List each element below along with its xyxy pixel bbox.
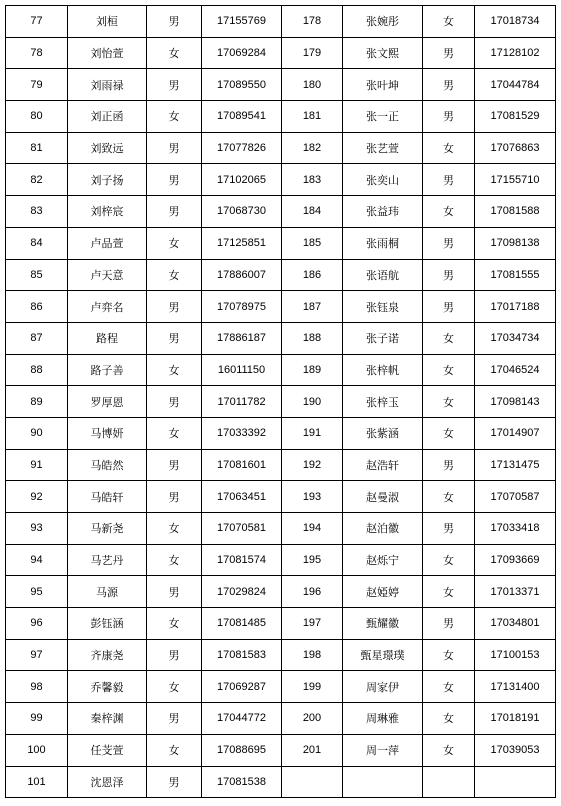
right-student-gender-cell: 男 xyxy=(423,259,475,291)
right-row-number-cell: 179 xyxy=(282,37,343,69)
right-student-id-cell: 17046524 xyxy=(475,354,556,386)
right-student-gender-cell: 女 xyxy=(423,703,475,735)
left-student-gender-cell: 女 xyxy=(147,544,202,576)
left-student-name-cell: 刘致远 xyxy=(68,132,147,164)
right-student-id-cell: 17076863 xyxy=(475,132,556,164)
right-student-name-cell: 张文熙 xyxy=(343,37,423,69)
left-student-gender-cell: 女 xyxy=(147,734,202,766)
right-row-number-cell: 196 xyxy=(282,576,343,608)
table-row xyxy=(6,417,556,449)
table-row xyxy=(6,227,556,259)
left-student-id-cell: 17081601 xyxy=(202,449,282,481)
left-student-id-cell: 17081485 xyxy=(202,608,282,640)
left-row-number-cell: 93 xyxy=(6,513,68,545)
right-student-id-cell: 17013371 xyxy=(475,576,556,608)
right-student-id-cell: 17098143 xyxy=(475,386,556,418)
table-row xyxy=(6,766,556,798)
right-student-gender-cell: 女 xyxy=(423,481,475,513)
left-student-id-cell: 17089550 xyxy=(202,69,282,101)
left-student-name-cell: 路子善 xyxy=(68,354,147,386)
left-student-id-cell: 17068730 xyxy=(202,196,282,228)
right-student-id-cell xyxy=(475,766,556,798)
table-row xyxy=(6,132,556,164)
left-student-id-cell: 17078975 xyxy=(202,291,282,323)
left-student-name-cell: 卢天意 xyxy=(68,259,147,291)
left-student-name-cell: 刘怡萱 xyxy=(68,37,147,69)
left-student-id-cell: 17155769 xyxy=(202,6,282,38)
left-row-number-cell: 77 xyxy=(6,6,68,38)
left-row-number-cell: 84 xyxy=(6,227,68,259)
table-row xyxy=(6,354,556,386)
right-row-number-cell: 178 xyxy=(282,6,343,38)
right-student-id-cell: 17081555 xyxy=(475,259,556,291)
left-student-gender-cell: 男 xyxy=(147,69,202,101)
table-row xyxy=(6,386,556,418)
left-student-gender-cell: 男 xyxy=(147,132,202,164)
right-student-id-cell: 17018734 xyxy=(475,6,556,38)
right-student-gender-cell: 男 xyxy=(423,291,475,323)
right-row-number-cell: 187 xyxy=(282,291,343,323)
right-student-name-cell: 张婉彤 xyxy=(343,6,423,38)
table-row xyxy=(6,37,556,69)
right-row-number-cell: 198 xyxy=(282,639,343,671)
left-row-number-cell: 88 xyxy=(6,354,68,386)
table-row xyxy=(6,608,556,640)
right-student-id-cell: 17100153 xyxy=(475,639,556,671)
left-student-gender-cell: 男 xyxy=(147,481,202,513)
table-row xyxy=(6,481,556,513)
right-student-gender-cell: 女 xyxy=(423,132,475,164)
right-student-name-cell: 张叶坤 xyxy=(343,69,423,101)
right-student-name-cell: 张艺萱 xyxy=(343,132,423,164)
left-student-name-cell: 乔馨毅 xyxy=(68,671,147,703)
right-row-number-cell: 185 xyxy=(282,227,343,259)
left-student-gender-cell: 女 xyxy=(147,671,202,703)
left-student-gender-cell: 男 xyxy=(147,291,202,323)
left-row-number-cell: 80 xyxy=(6,101,68,133)
left-row-number-cell: 100 xyxy=(6,734,68,766)
right-student-name-cell xyxy=(343,766,423,798)
left-student-gender-cell: 男 xyxy=(147,6,202,38)
right-student-name-cell: 甄耀徽 xyxy=(343,608,423,640)
right-row-number-cell: 200 xyxy=(282,703,343,735)
left-student-id-cell: 17033392 xyxy=(202,417,282,449)
left-student-gender-cell: 男 xyxy=(147,576,202,608)
left-student-id-cell: 17077826 xyxy=(202,132,282,164)
right-row-number-cell: 199 xyxy=(282,671,343,703)
left-student-name-cell: 刘梓宸 xyxy=(68,196,147,228)
left-student-gender-cell: 男 xyxy=(147,766,202,798)
table-row xyxy=(6,671,556,703)
right-row-number-cell: 193 xyxy=(282,481,343,513)
right-student-id-cell: 17039053 xyxy=(475,734,556,766)
right-student-name-cell: 甄星璟璞 xyxy=(343,639,423,671)
left-row-number-cell: 79 xyxy=(6,69,68,101)
right-row-number-cell: 188 xyxy=(282,322,343,354)
right-row-number-cell: 183 xyxy=(282,164,343,196)
right-student-gender-cell: 男 xyxy=(423,449,475,481)
left-student-id-cell: 17011782 xyxy=(202,386,282,418)
right-student-name-cell: 周家伊 xyxy=(343,671,423,703)
table-row xyxy=(6,544,556,576)
left-student-name-cell: 马艺丹 xyxy=(68,544,147,576)
left-row-number-cell: 94 xyxy=(6,544,68,576)
right-student-gender-cell xyxy=(423,766,475,798)
right-student-id-cell: 17017188 xyxy=(475,291,556,323)
left-student-name-cell: 任芠萱 xyxy=(68,734,147,766)
table-row xyxy=(6,734,556,766)
right-student-id-cell: 17034801 xyxy=(475,608,556,640)
right-row-number-cell: 189 xyxy=(282,354,343,386)
left-row-number-cell: 78 xyxy=(6,37,68,69)
left-student-name-cell: 沈恩泽 xyxy=(68,766,147,798)
right-student-gender-cell: 女 xyxy=(423,417,475,449)
right-student-name-cell: 张益玮 xyxy=(343,196,423,228)
table-row xyxy=(6,101,556,133)
left-row-number-cell: 101 xyxy=(6,766,68,798)
right-row-number-cell: 197 xyxy=(282,608,343,640)
left-student-gender-cell: 女 xyxy=(147,37,202,69)
right-student-name-cell: 张奕山 xyxy=(343,164,423,196)
right-row-number-cell xyxy=(282,766,343,798)
left-student-name-cell: 刘雨禄 xyxy=(68,69,147,101)
right-student-name-cell: 张梓玉 xyxy=(343,386,423,418)
right-row-number-cell: 180 xyxy=(282,69,343,101)
right-student-name-cell: 张雨桐 xyxy=(343,227,423,259)
left-student-id-cell: 17081583 xyxy=(202,639,282,671)
left-student-id-cell: 17069287 xyxy=(202,671,282,703)
right-student-name-cell: 赵泊徽 xyxy=(343,513,423,545)
left-student-name-cell: 刘子扬 xyxy=(68,164,147,196)
left-student-name-cell: 刘桓 xyxy=(68,6,147,38)
right-student-id-cell: 17070587 xyxy=(475,481,556,513)
left-student-id-cell: 17044772 xyxy=(202,703,282,735)
table-row xyxy=(6,6,556,38)
left-student-id-cell: 16011150 xyxy=(202,354,282,386)
left-student-name-cell: 卢弈名 xyxy=(68,291,147,323)
left-student-id-cell: 17088695 xyxy=(202,734,282,766)
left-student-name-cell: 齐康尧 xyxy=(68,639,147,671)
right-student-gender-cell: 男 xyxy=(423,37,475,69)
left-student-id-cell: 17102065 xyxy=(202,164,282,196)
right-row-number-cell: 184 xyxy=(282,196,343,228)
left-student-gender-cell: 女 xyxy=(147,417,202,449)
right-student-gender-cell: 女 xyxy=(423,639,475,671)
left-student-name-cell: 马皓然 xyxy=(68,449,147,481)
right-student-name-cell: 赵婭婷 xyxy=(343,576,423,608)
roster-body xyxy=(6,6,556,798)
left-student-gender-cell: 男 xyxy=(147,386,202,418)
table-row xyxy=(6,164,556,196)
left-student-name-cell: 卢品萱 xyxy=(68,227,147,259)
right-student-gender-cell: 男 xyxy=(423,513,475,545)
right-student-gender-cell: 女 xyxy=(423,196,475,228)
right-student-name-cell: 张语航 xyxy=(343,259,423,291)
table-row xyxy=(6,259,556,291)
left-row-number-cell: 95 xyxy=(6,576,68,608)
left-student-gender-cell: 男 xyxy=(147,703,202,735)
right-row-number-cell: 186 xyxy=(282,259,343,291)
right-student-gender-cell: 女 xyxy=(423,671,475,703)
left-row-number-cell: 98 xyxy=(6,671,68,703)
left-row-number-cell: 91 xyxy=(6,449,68,481)
left-student-name-cell: 秦梓渊 xyxy=(68,703,147,735)
right-student-gender-cell: 男 xyxy=(423,69,475,101)
right-student-id-cell: 17018191 xyxy=(475,703,556,735)
right-student-id-cell: 17081529 xyxy=(475,101,556,133)
left-row-number-cell: 86 xyxy=(6,291,68,323)
left-student-id-cell: 17886187 xyxy=(202,322,282,354)
left-student-name-cell: 马皓轩 xyxy=(68,481,147,513)
right-student-id-cell: 17044784 xyxy=(475,69,556,101)
right-student-name-cell: 赵烁宁 xyxy=(343,544,423,576)
right-student-gender-cell: 女 xyxy=(423,576,475,608)
right-student-id-cell: 17098138 xyxy=(475,227,556,259)
left-row-number-cell: 99 xyxy=(6,703,68,735)
table-row xyxy=(6,322,556,354)
right-row-number-cell: 201 xyxy=(282,734,343,766)
left-student-gender-cell: 女 xyxy=(147,513,202,545)
left-student-name-cell: 马源 xyxy=(68,576,147,608)
left-row-number-cell: 85 xyxy=(6,259,68,291)
right-student-id-cell: 17131400 xyxy=(475,671,556,703)
right-student-gender-cell: 女 xyxy=(423,6,475,38)
right-student-gender-cell: 男 xyxy=(423,101,475,133)
left-student-id-cell: 17886007 xyxy=(202,259,282,291)
left-student-id-cell: 17125851 xyxy=(202,227,282,259)
right-student-name-cell: 周琳雅 xyxy=(343,703,423,735)
right-student-id-cell: 17034734 xyxy=(475,322,556,354)
left-row-number-cell: 92 xyxy=(6,481,68,513)
right-student-name-cell: 周一萍 xyxy=(343,734,423,766)
table-row xyxy=(6,703,556,735)
table-row xyxy=(6,639,556,671)
table-row xyxy=(6,69,556,101)
right-student-id-cell: 17093669 xyxy=(475,544,556,576)
left-student-gender-cell: 男 xyxy=(147,164,202,196)
table-row xyxy=(6,513,556,545)
right-row-number-cell: 192 xyxy=(282,449,343,481)
left-row-number-cell: 87 xyxy=(6,322,68,354)
right-student-gender-cell: 女 xyxy=(423,386,475,418)
left-student-gender-cell: 女 xyxy=(147,227,202,259)
right-student-gender-cell: 女 xyxy=(423,322,475,354)
right-student-id-cell: 17014907 xyxy=(475,417,556,449)
left-row-number-cell: 97 xyxy=(6,639,68,671)
table-row xyxy=(6,449,556,481)
right-student-name-cell: 张一正 xyxy=(343,101,423,133)
left-row-number-cell: 82 xyxy=(6,164,68,196)
left-student-gender-cell: 男 xyxy=(147,196,202,228)
right-student-name-cell: 张梓帆 xyxy=(343,354,423,386)
right-student-id-cell: 17155710 xyxy=(475,164,556,196)
right-row-number-cell: 191 xyxy=(282,417,343,449)
table-row xyxy=(6,291,556,323)
left-student-name-cell: 罗厚恩 xyxy=(68,386,147,418)
left-student-gender-cell: 男 xyxy=(147,322,202,354)
left-student-gender-cell: 男 xyxy=(147,639,202,671)
left-row-number-cell: 83 xyxy=(6,196,68,228)
left-student-gender-cell: 女 xyxy=(147,354,202,386)
left-student-gender-cell: 女 xyxy=(147,608,202,640)
right-row-number-cell: 195 xyxy=(282,544,343,576)
left-row-number-cell: 90 xyxy=(6,417,68,449)
right-student-name-cell: 张紫涵 xyxy=(343,417,423,449)
left-student-gender-cell: 女 xyxy=(147,101,202,133)
right-student-gender-cell: 女 xyxy=(423,354,475,386)
left-student-id-cell: 17089541 xyxy=(202,101,282,133)
left-student-id-cell: 17063451 xyxy=(202,481,282,513)
right-row-number-cell: 182 xyxy=(282,132,343,164)
right-student-name-cell: 张子诺 xyxy=(343,322,423,354)
right-student-gender-cell: 男 xyxy=(423,227,475,259)
left-student-gender-cell: 女 xyxy=(147,259,202,291)
left-student-gender-cell: 男 xyxy=(147,449,202,481)
left-row-number-cell: 81 xyxy=(6,132,68,164)
left-student-name-cell: 刘正函 xyxy=(68,101,147,133)
right-student-id-cell: 17033418 xyxy=(475,513,556,545)
right-row-number-cell: 181 xyxy=(282,101,343,133)
right-student-name-cell: 张钰泉 xyxy=(343,291,423,323)
left-student-id-cell: 17029824 xyxy=(202,576,282,608)
table-row xyxy=(6,196,556,228)
left-student-name-cell: 马博妍 xyxy=(68,417,147,449)
right-student-gender-cell: 男 xyxy=(423,608,475,640)
right-student-gender-cell: 女 xyxy=(423,734,475,766)
left-row-number-cell: 89 xyxy=(6,386,68,418)
left-student-id-cell: 17081574 xyxy=(202,544,282,576)
left-student-name-cell: 彭钰涵 xyxy=(68,608,147,640)
right-row-number-cell: 190 xyxy=(282,386,343,418)
left-student-id-cell: 17069284 xyxy=(202,37,282,69)
left-student-name-cell: 马新尧 xyxy=(68,513,147,545)
student-roster-table xyxy=(5,5,556,798)
right-student-id-cell: 17081588 xyxy=(475,196,556,228)
left-student-id-cell: 17070581 xyxy=(202,513,282,545)
right-student-id-cell: 17128102 xyxy=(475,37,556,69)
left-student-name-cell: 路程 xyxy=(68,322,147,354)
right-student-id-cell: 17131475 xyxy=(475,449,556,481)
right-student-gender-cell: 男 xyxy=(423,164,475,196)
left-row-number-cell: 96 xyxy=(6,608,68,640)
right-student-gender-cell: 女 xyxy=(423,544,475,576)
right-student-name-cell: 赵曼淑 xyxy=(343,481,423,513)
left-student-id-cell: 17081538 xyxy=(202,766,282,798)
right-student-name-cell: 赵浩轩 xyxy=(343,449,423,481)
right-row-number-cell: 194 xyxy=(282,513,343,545)
table-row xyxy=(6,576,556,608)
